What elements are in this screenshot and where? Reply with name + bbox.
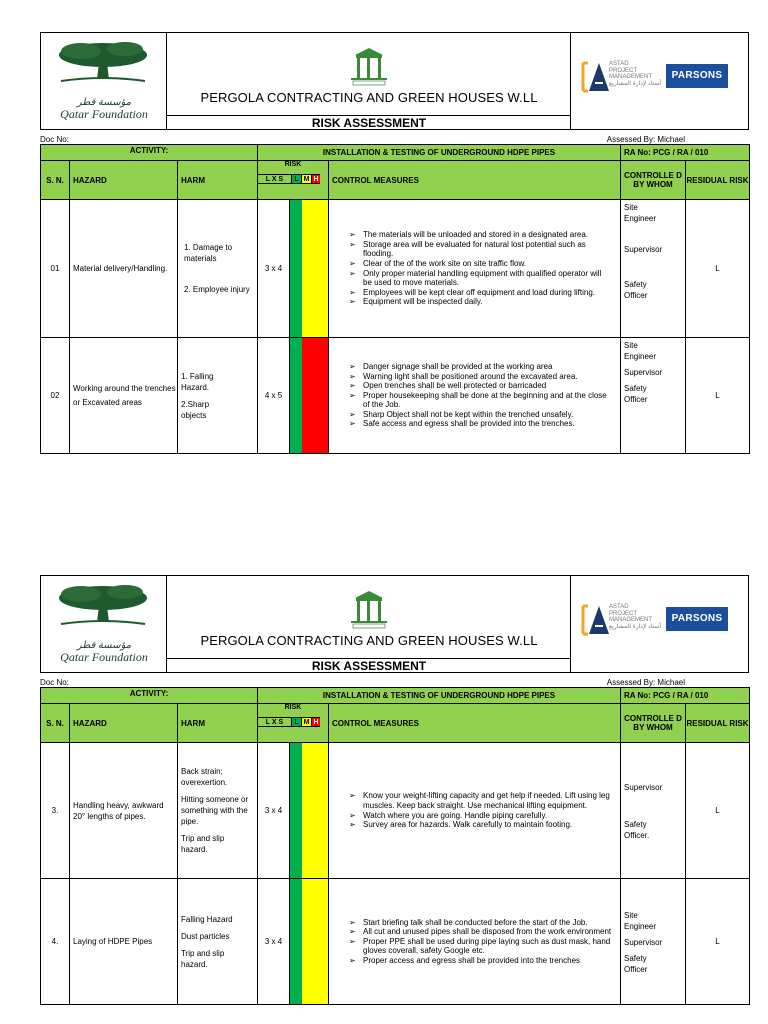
table-row [41,879,750,1005]
company-name: PERGOLA CONTRACTING AND GREEN HOUSES W.LL [200,90,538,105]
table-row [41,743,750,879]
col-sn: S. N. [41,704,70,743]
control-item: ➢ Equipment will be inspected daily. [349,297,612,307]
control-item: ➢ Proper PPE shall be used during pipe laying such as dust mask, hand gloves coverall, safety Google etc. [349,937,612,956]
control-item: ➢ Proper housekeeping shall be done at the beginning and at the close of the Job. [349,391,612,410]
risk-label: RISK [284,161,302,168]
tree-icon [41,576,167,640]
doc-info-line [40,678,749,687]
control-item: ➢ The materials will be unloaded and stored in a designated area. [349,230,612,240]
row-sn: 4. [41,879,70,1005]
high-label: H [313,719,319,726]
harm-item: Trip and slip hazard. [181,834,225,854]
medium-label: M [302,717,312,727]
row-lxs: 3 x 4 [258,200,290,338]
lxs-label: L X S [258,174,292,184]
col-hazard: HAZARD [70,161,178,200]
row-sn: 02 [41,338,70,454]
control-item: ➢ Start briefing talk shall be conducted before the start of the Job. [349,918,612,928]
harm-item: 1. Falling Hazard. [181,371,214,392]
doc-no-label: Doc No: [40,135,69,144]
client-logos [571,33,748,129]
col-risk [258,161,329,200]
header-box [40,32,749,130]
row-harm [178,200,258,338]
harm-item: Falling Hazard [181,914,233,924]
header-box [40,575,749,673]
row-control-measures [329,743,621,879]
pergola-logo-icon [347,588,391,630]
high-label: H [313,176,319,183]
qf-arabic-text: مؤسسة قطر [76,640,132,651]
table-row [41,338,750,454]
control-item: ➢ Survey area for hazards. Walk carefully to maintain footing. [349,820,612,830]
control-item: ➢ All cut and unused pipes shall be disposed from the work environment [349,927,612,937]
row-harm [178,338,258,454]
parsons-logo: PARSONS [666,607,728,631]
row-sn: 3. [41,743,70,879]
parsons-logo: PARSONS [666,64,728,88]
row-residual: L [686,338,750,454]
control-item: ➢ Sharp Object shall not be kept within the trenched unsafely. [349,410,612,420]
medium-label: M [302,174,312,184]
row-hazard: Working around the trenches or Excavated areas [70,338,178,454]
harm-item: 2. Employee injury [184,285,250,294]
row-lxs: 4 x 5 [258,338,290,454]
row-controlled-by: Site Engineer Supervisor Safety Officer [621,879,686,1005]
control-item: ➢ Only proper material handling equipment with qualified operator will be used to move materials. [349,269,612,288]
risk-level-bar [290,879,329,1005]
activity-label: ACTIVITY: [41,688,258,704]
tree-icon [41,33,167,97]
assessed-by: Assessed By: Michael [606,678,685,687]
low-label: L [292,174,302,184]
row-residual: L [686,200,750,338]
qf-english-text: Qatar Foundation [60,650,148,664]
control-item: ➢ Clear of the of the work site on site traffic flow. [349,259,612,269]
doc-no-label: Doc No: [40,678,69,687]
qf-english-text: Qatar Foundation [60,107,148,121]
assessed-by: Assessed By: Michael [606,135,685,144]
row-controlled-by: Supervisor Safety Officer. [621,743,686,879]
control-item: ➢ Danger signage shall be provided at the working area [349,362,612,372]
company-name: PERGOLA CONTRACTING AND GREEN HOUSES W.LL [200,633,538,648]
ra-number: RA No: PCG / RA / 010 [621,688,750,704]
row-residual: L [686,879,750,1005]
document-subtitle: RISK ASSESSMENT [167,115,571,129]
activity-label: ACTIVITY: [41,145,258,161]
astad-text: ASTAD PROJECT MANAGEMENT أستاد لإدارة المشاريع [609,61,662,87]
row-sn: 01 [41,200,70,338]
row-controlled-by: Site Engineer Supervisor Safety Officer [621,338,686,454]
risk-level-bar [290,200,329,338]
harm-item: Trip and slip hazard. [181,948,225,969]
activity-title: INSTALLATION & TESTING OF UNDERGROUND HDPE PIPES [258,145,621,161]
control-item: ➢ Warning light shall be positioned around the excavated area. [349,372,612,382]
qatar-foundation-logo [41,33,167,129]
col-controlled-by: CONTROLLE D BY WHOM [621,704,686,743]
col-residual: RESIDUAL RISK [686,704,750,743]
row-hazard: Handling heavy, awkward 20° lengths of pipes. [70,743,178,879]
harm-item: Dust particles [181,931,230,941]
qatar-foundation-logo [41,576,167,672]
row-controlled-by: Site Engineer Supervisor Safety Officer [621,200,686,338]
row-harm [178,743,258,879]
row-lxs: 3 x 4 [258,743,290,879]
control-item: ➢ Watch where you are going. Handle piping carefully. [349,811,612,821]
row-control-measures [329,200,621,338]
ra-number: RA No: PCG / RA / 010 [621,145,750,161]
risk-label: RISK [284,704,302,711]
col-control-measures: CONTROL MEASURES [329,704,621,743]
harm-item: Back strain; overexertion. [181,767,228,787]
col-risk [258,704,329,743]
low-label: L [292,717,302,727]
harm-item: 2.Sharp objects [181,399,210,420]
company-block [167,33,571,129]
row-residual: L [686,743,750,879]
row-hazard: Material delivery/Handling. [70,200,178,338]
control-item: ➢ Proper access and egress shall be provided into the trenches [349,956,612,966]
row-control-measures [329,879,621,1005]
risk-level-bar [290,338,329,454]
company-block [167,576,571,672]
qf-arabic-text: مؤسسة قطر [76,97,132,108]
col-control-measures: CONTROL MEASURES [329,161,621,200]
harm-item: 1. Damage to materials [184,243,233,263]
pergola-logo-icon [347,45,391,87]
control-item: ➢ Open trenches shall be well protected or barricaded [349,381,612,391]
risk-table-2 [40,687,750,1005]
row-hazard: Laying of HDPE Pipes [70,879,178,1005]
col-harm: HARM [178,161,258,200]
row-harm [178,879,258,1005]
col-controlled-by: CONTROLLE D BY WHOM [621,161,686,200]
activity-title: INSTALLATION & TESTING OF UNDERGROUND HDPE PIPES [258,688,621,704]
document-subtitle: RISK ASSESSMENT [167,658,571,672]
col-residual: RESIDUAL RISK [686,161,750,200]
client-logos [571,576,748,672]
risk-level-bar [290,743,329,879]
harm-item: Hitting someone or something with the pipe. [181,795,249,826]
control-item: ➢ Storage area will be evaluated for natural lost potential such as flooding. [349,240,612,259]
control-item: ➢ Employees will be kept clear off equipment and load during lifting. [349,288,612,298]
control-item: ➢ Know your weight-lifting capacity and get help if needed. Lift using leg muscles. Keep back straight. Use mechanical lifting equipment. [349,791,612,810]
table-row [41,200,750,338]
col-harm: HARM [178,704,258,743]
col-sn: S. N. [41,161,70,200]
control-item: ➢ Safe access and egress shall be provided into the trenches. [349,419,612,429]
astad-text: ASTAD PROJECT MANAGEMENT أستاد لإدارة المشاريع [609,604,662,630]
row-lxs: 3 x 4 [258,879,290,1005]
doc-info-line [40,135,749,144]
row-control-measures [329,338,621,454]
lxs-label: L X S [258,717,292,727]
risk-table-1 [40,144,750,454]
col-hazard: HAZARD [70,704,178,743]
